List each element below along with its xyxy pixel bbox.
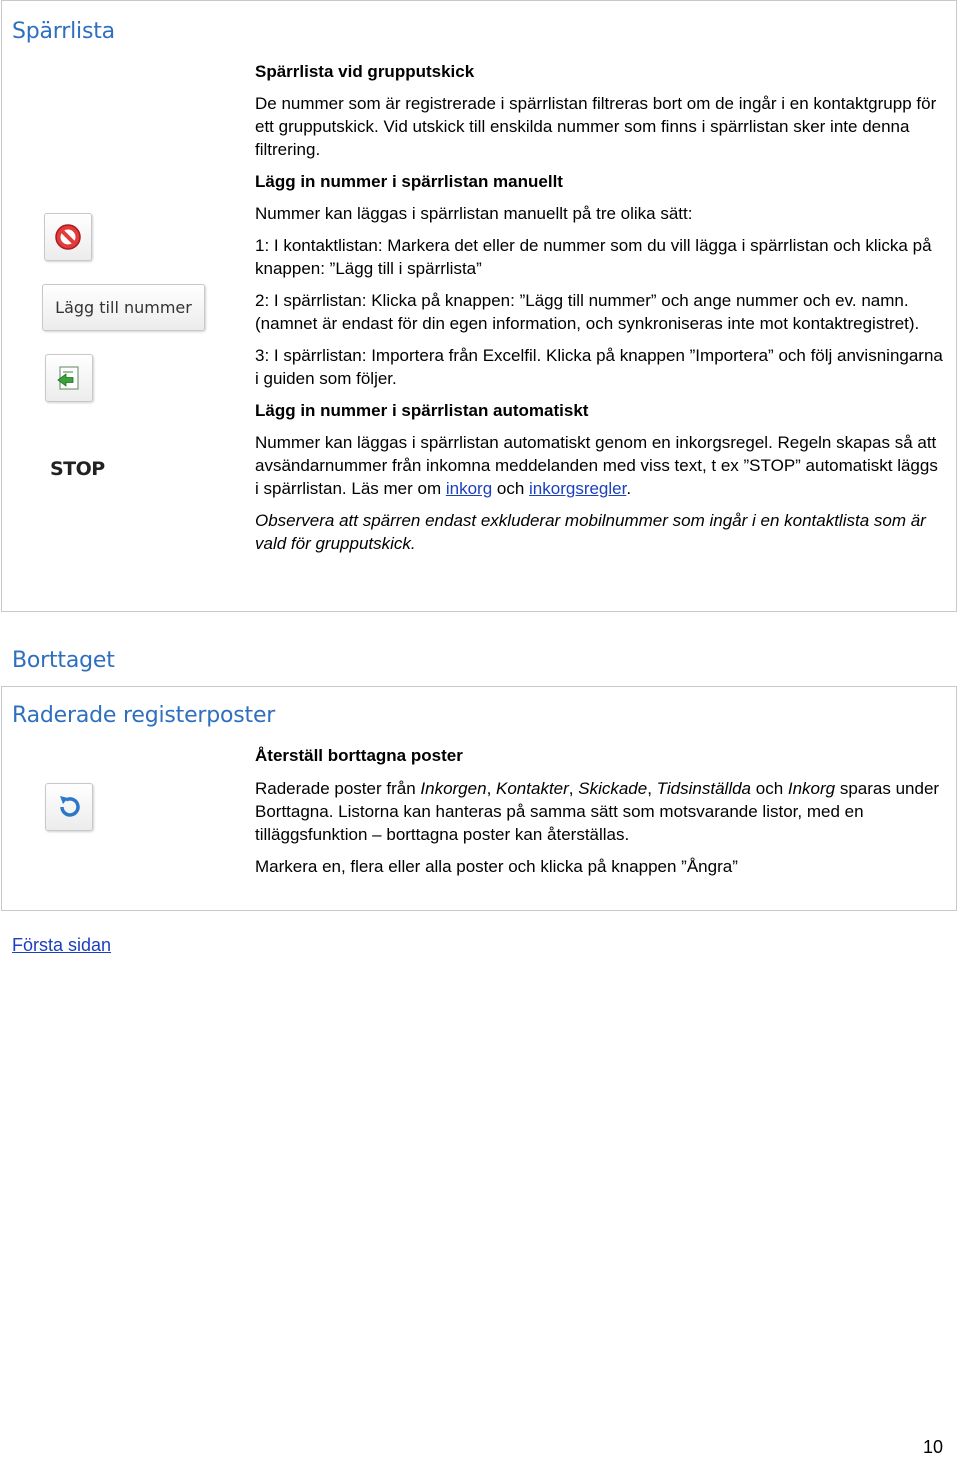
sep-1: , [486,779,497,798]
para-grupputskick: De nummer som är registrerade i spärrlistan filtreras bort om de ingår i en kontaktgrupp för ett grupputskick. Vid utskick till enskilda nummer som finns i spärrlistan sker inte denna filtrering. [255,94,937,159]
term-kontakter: Kontakter [496,779,569,798]
para-method-3: 3: I spärrlistan: Importera från Excelfil. Klicka på knappen ”Importera” och följ anvisningarna i guiden som följer. [255,346,943,388]
block-icon [44,213,92,261]
link-forsta-sidan[interactable]: Första sidan [12,935,112,955]
stop-label-icon: STOP [50,458,105,480]
sep-2: , [568,779,579,798]
subtitle-automatiskt: Lägg in nummer i spärrlistan automatiskt [255,401,589,420]
import-icon [45,354,93,402]
para-manuellt-intro: Nummer kan läggas i spärrlistan manuellt på tre olika sätt: [255,204,693,223]
link-inkorgsregler[interactable]: inkorgsregler [529,479,627,498]
para-raderade [255,777,945,846]
subtitle-grupputskick: Spärrlista vid grupputskick [255,62,475,81]
sep-3: , [647,779,657,798]
subsection-title-raderade: Raderade registerposter [12,703,276,728]
undo-icon [45,783,93,831]
para-automatiskt-end: . [626,479,632,498]
term-inkorg: Inkorg [787,779,836,798]
term-skickade: Skickade [578,779,648,798]
page-number: 10 [922,1437,943,1457]
borttaget-content [255,744,945,878]
para-automatiskt-text: Nummer kan läggas i spärrlistan automatiskt genom en inkorgsregel. Regeln skapas så att avsändarnummer från inkomna meddelanden med viss text, t ex ”STOP” automatiskt läggs i spärrlistan. Läs mer om [255,433,938,498]
heading-aterstall: Återställ borttagna poster [255,746,463,765]
para-markera: Markera en, flera eller alla poster och klicka på knappen ”Ångra” [255,857,738,876]
subtitle-manuellt: Lägg in nummer i spärrlistan manuellt [255,172,563,191]
para-automatiskt [255,431,945,500]
section-title-borttaget: Borttaget [12,648,115,673]
link-inkorg[interactable]: inkorg [445,479,493,498]
lagg-till-nummer-button[interactable]: Lägg till nummer [42,284,205,331]
para-raderade-rest: sparas under Borttagna. Listorna kan hanteras på samma sätt som motsvarande listor, med en tilläggsfunktion – borttagna poster kan återställas. [255,779,940,844]
para-method-2: 2: I spärrlistan: Klicka på knappen: ”Lägg till nummer” och ange nummer och ev. namn. (namnet är endast för din egen information, och synkroniseras inte mot kontaktregistret). [255,291,920,333]
para-automatiskt-och: och [492,479,530,498]
para-raderade-a: Raderade poster från [255,779,421,798]
term-tidsinstallda: Tidsinställda [656,779,752,798]
section-title-sparrlista: Spärrlista [12,19,115,44]
para-method-1: 1: I kontaktlistan: Markera det eller de nummer som du vill lägga i spärrlistan och klicka på knappen: ”Lägg till i spärrlista” [255,236,932,278]
term-inkorgen: Inkorgen [420,779,487,798]
note-observera: Observera att spärren endast exkluderar mobilnummer som ingår i en kontaktlista som är vald för grupputskick. [255,511,926,553]
sparrlista-content [255,60,945,555]
sep-och: och [751,779,788,798]
